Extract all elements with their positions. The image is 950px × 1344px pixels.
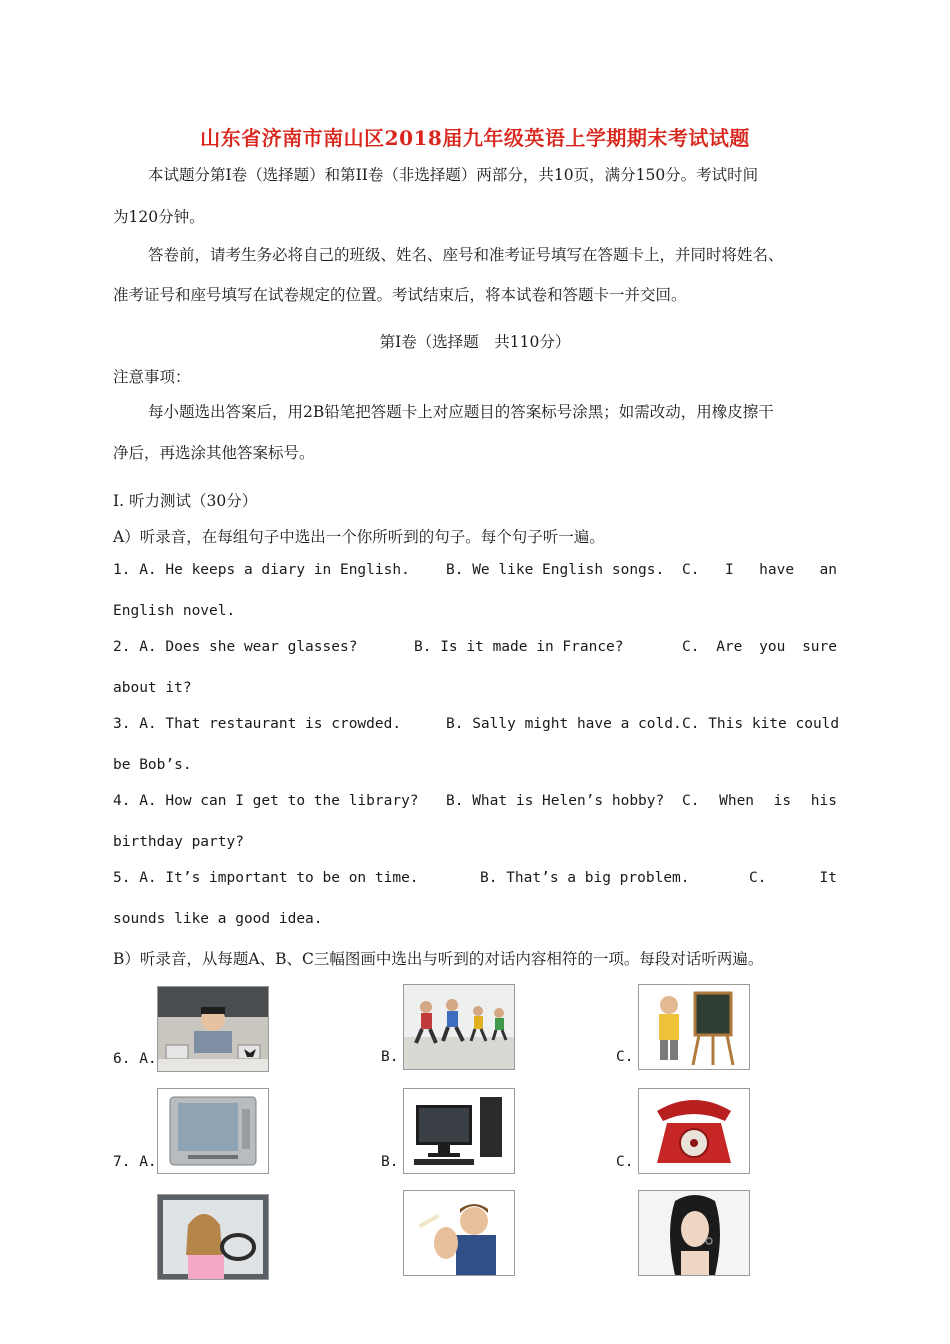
q1-c-word: an xyxy=(819,562,837,578)
q5-option-a: 5. A. It’s important to be on time. xyxy=(113,870,419,886)
q4-c-word: When xyxy=(719,793,755,809)
notes-line: 净后，再选涂其他答案标号。 xyxy=(113,444,315,462)
q4-option-c xyxy=(682,793,837,809)
q4-option-a: 4. A. How can I get to the library? xyxy=(113,793,419,809)
q2-continuation: about it? xyxy=(113,680,192,696)
q7-label-c: C. xyxy=(616,1154,634,1170)
q1-continuation: English novel. xyxy=(113,603,236,619)
q1-option-c xyxy=(682,562,837,578)
q5-option-b: B. That’s a big problem. xyxy=(480,870,690,886)
page-title: 山东省济南市南山区2018届九年级英语上学期期末考试试题 xyxy=(200,126,750,150)
q3-option-b: B. Sally might have a cold. xyxy=(446,716,682,732)
q2-c-word: Are xyxy=(716,639,743,655)
intro-line: 准考证号和座号填写在试卷规定的位置。考试结束后，将本试卷和答题卡一并交回。 xyxy=(113,286,687,304)
q4-option-b: B. What is Helen’s hobby? xyxy=(446,793,665,809)
intro-line: 答卷前，请考生务必将自己的班级、姓名、座号和准考证号填写在答题卡上，并同时将姓名、 xyxy=(148,246,784,264)
section-heading: 第I卷（选择题 共110分） xyxy=(379,333,571,351)
part-a-instruction: A）听录音，在每组句子中选出一个你所听到的句子。每个句子听一遍。 xyxy=(113,528,605,546)
intro-line: 本试题分第I卷（选择题）和第II卷（非选择题）两部分，共10页，满分150分。考试时间 xyxy=(148,166,759,184)
part-b-instruction: B）听录音，从每题A、B、C三幅图画中选出与听到的对话内容相符的一项。每段对话听两遍。 xyxy=(113,950,764,968)
q5-c-word: C. xyxy=(749,870,767,886)
q4-c-word: C. xyxy=(682,793,700,809)
q6-label-a: 6. A. xyxy=(113,1051,157,1067)
q4-c-word: is xyxy=(773,793,792,809)
q7-label-b: B. xyxy=(381,1154,399,1170)
notes-label: 注意事项： xyxy=(113,368,191,386)
q1-c-word: I xyxy=(724,562,734,578)
notes-line: 每小题选出答案后，用2B铅笔把答题卡上对应题目的答案标号涂黑；如需改动，用橡皮擦干 xyxy=(148,403,774,421)
desktop-computer-image xyxy=(403,1088,515,1174)
q2-option-c xyxy=(682,639,837,655)
q3-option-a: 3. A. That restaurant is crowded. xyxy=(113,716,402,732)
q2-c-word: sure xyxy=(802,639,837,655)
woman-portrait-image xyxy=(638,1190,750,1276)
q6-label-b: B. xyxy=(381,1049,399,1065)
q1-c-word: C. xyxy=(682,562,700,578)
q2-c-word: C. xyxy=(682,639,700,655)
q2-c-word: you xyxy=(759,639,786,655)
q2-option-a: 2. A. Does she wear glasses? xyxy=(113,639,358,655)
q4-c-word: his xyxy=(810,793,837,809)
q6-label-c: C. xyxy=(616,1049,634,1065)
woman-driving-image xyxy=(157,1194,269,1280)
boy-at-easel-image xyxy=(638,984,750,1070)
red-telephone-image xyxy=(638,1088,750,1174)
q4-continuation: birthday party? xyxy=(113,834,244,850)
q5-continuation: sounds like a good idea. xyxy=(113,911,323,927)
q1-option-b: B. We like English songs. xyxy=(446,562,665,578)
man-refusing-cigarette-image xyxy=(403,1190,515,1276)
q1-option-a: 1. A. He keeps a diary in English. xyxy=(113,562,410,578)
q3-continuation: be Bob’s. xyxy=(113,757,192,773)
q5-option-c xyxy=(749,870,837,886)
tv-set-image xyxy=(157,1088,269,1174)
q2-option-b: B. Is it made in France? xyxy=(414,639,624,655)
q3-option-c: C. This kite could xyxy=(682,716,840,732)
boy-with-butterfly-specimens-image xyxy=(157,986,269,1072)
children-running-image xyxy=(403,984,515,1070)
intro-line: 为120分钟。 xyxy=(113,208,205,226)
q5-c-word: It xyxy=(819,870,837,886)
q1-c-word: have xyxy=(759,562,795,578)
listening-heading: I. 听力测试（30分） xyxy=(113,492,258,510)
q7-label-a: 7. A. xyxy=(113,1154,157,1170)
